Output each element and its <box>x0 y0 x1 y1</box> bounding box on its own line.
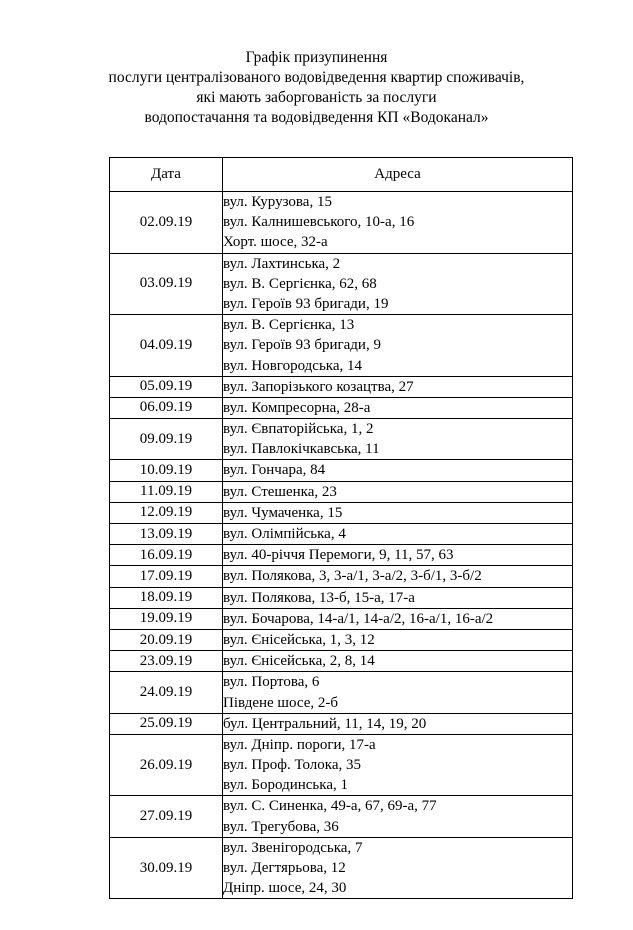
address-line: вул. Олімпійська, 4 <box>223 526 346 542</box>
address-line: вул. Калнишевського, 10-а, 16 <box>223 214 415 231</box>
table-row <box>110 796 573 837</box>
table-row <box>110 376 573 397</box>
address-cell <box>223 502 573 523</box>
title-line: послуги централізованого водовідведення квартир споживачів, <box>108 69 525 86</box>
address-line: вул. Героїв 93 бригади, 9 <box>223 337 381 354</box>
title-line: які мають заборгованість за послуги <box>196 89 437 106</box>
address-line: вул. Дегтярьова, 12 <box>223 860 346 876</box>
table-row <box>110 502 573 523</box>
table-row <box>110 315 573 377</box>
address-line: Південе шосе, 2-б <box>223 694 338 711</box>
address-line: вул. Портова, 6 <box>223 674 320 691</box>
table-row <box>110 419 573 460</box>
address-line: вул. 40-річчя Перемоги, 9, 11, 57, 63 <box>223 547 454 564</box>
table-row <box>110 545 573 566</box>
address-cell <box>223 460 573 481</box>
date-cell: 10.09.19 <box>110 460 223 481</box>
schedule-table <box>109 157 573 899</box>
table-row <box>110 587 573 608</box>
table-row <box>110 253 573 315</box>
date-cell: 05.09.19 <box>110 376 223 397</box>
address-line: вул. Лахтинська, 2 <box>223 255 341 272</box>
address-cell <box>223 376 573 397</box>
table-row <box>110 481 573 502</box>
date-column-header: Дата <box>110 158 223 192</box>
table-row <box>110 397 573 418</box>
address-column-header: Адреса <box>223 158 573 192</box>
document-title <box>0 48 633 128</box>
date-cell: 27.09.19 <box>110 796 223 837</box>
table-row <box>110 460 573 481</box>
address-cell <box>223 481 573 502</box>
address-cell <box>223 566 573 587</box>
table-row <box>110 651 573 672</box>
address-line: вул. Звенігородська, 7 <box>223 839 363 856</box>
address-line: вул. Гончара, 84 <box>223 462 326 479</box>
schedule-body <box>110 192 573 899</box>
address-cell <box>223 419 573 460</box>
address-line: вул. С. Синенка, 49-а, 67, 69-а, 77 <box>223 798 437 815</box>
table-row <box>110 629 573 650</box>
address-line: Дніпр. шосе, 24, 30 <box>223 880 347 897</box>
address-cell <box>223 397 573 418</box>
table-row <box>110 672 573 713</box>
table-row <box>110 837 573 899</box>
date-cell: 24.09.19 <box>110 672 223 713</box>
date-cell: 12.09.19 <box>110 502 223 523</box>
address-cell <box>223 651 573 672</box>
address-cell <box>223 837 573 899</box>
address-line: вул. Єнісейська, 1, 3, 12 <box>223 631 375 648</box>
date-cell: 25.09.19 <box>110 713 223 734</box>
address-line: вул. Стешенка, 23 <box>223 483 337 500</box>
date-cell: 06.09.19 <box>110 397 223 418</box>
address-line: вул. Бочарова, 14-а/1, 14-а/2, 16-а/1, 16-а/2 <box>223 610 494 627</box>
address-line: вул. В. Сергієнка, 62, 68 <box>223 275 377 292</box>
table-row <box>110 192 573 254</box>
address-line: вул. Курузова, 15 <box>223 194 332 210</box>
address-line: вул. Запорізького козацтва, 27 <box>223 378 414 395</box>
table-row <box>110 608 573 629</box>
address-line: вул. Павлокічкавська, 11 <box>223 441 380 458</box>
address-line: Хорт. шосе, 32-а <box>223 234 328 251</box>
address-line: вул. Чумаченка, 15 <box>223 504 343 521</box>
date-cell: 11.09.19 <box>110 481 223 502</box>
address-cell <box>223 253 573 315</box>
address-line: вул. Дніпр. пороги, 17-а <box>223 736 376 753</box>
date-cell: 23.09.19 <box>110 651 223 672</box>
address-cell <box>223 672 573 713</box>
address-line: бул. Центральний, 11, 14, 19, 20 <box>223 715 427 732</box>
address-line: вул. Новгородська, 14 <box>223 357 363 374</box>
date-cell: 19.09.19 <box>110 608 223 629</box>
date-cell: 13.09.19 <box>110 524 223 545</box>
date-cell: 20.09.19 <box>110 629 223 650</box>
address-cell <box>223 192 573 254</box>
title-line: водопостачання та водовідведення КП «Водоканал» <box>144 109 489 126</box>
address-cell <box>223 796 573 837</box>
address-cell <box>223 734 573 796</box>
address-line: вул. Проф. Толока, 35 <box>223 757 361 774</box>
address-cell <box>223 713 573 734</box>
date-cell: 26.09.19 <box>110 734 223 796</box>
date-cell: 03.09.19 <box>110 253 223 315</box>
table-row <box>110 734 573 796</box>
address-line: вул. Полякова, 3, 3-а/1, 3-а/2, 3-б/1, 3-б/2 <box>223 568 482 585</box>
date-cell: 09.09.19 <box>110 419 223 460</box>
address-cell <box>223 545 573 566</box>
date-cell: 17.09.19 <box>110 566 223 587</box>
address-cell <box>223 629 573 650</box>
address-line: вул. В. Сергієнка, 13 <box>223 317 355 334</box>
address-line: вул. Бородинська, 1 <box>223 777 348 794</box>
address-cell <box>223 524 573 545</box>
date-cell: 30.09.19 <box>110 837 223 899</box>
table-row <box>110 566 573 587</box>
address-cell <box>223 315 573 377</box>
title-line: Графік призупинення <box>245 49 388 66</box>
address-cell <box>223 587 573 608</box>
address-line: вул. Компресорна, 28-а <box>223 399 371 416</box>
table-row <box>110 524 573 545</box>
table-header-row <box>110 158 573 192</box>
date-cell: 18.09.19 <box>110 587 223 608</box>
date-cell: 04.09.19 <box>110 315 223 377</box>
address-line: вул. Євпаторійська, 1, 2 <box>223 421 374 438</box>
table-row <box>110 713 573 734</box>
address-line: вул. Героїв 93 бригади, 19 <box>223 295 389 312</box>
date-cell: 02.09.19 <box>110 192 223 254</box>
address-line: вул. Трегубова, 36 <box>223 818 339 835</box>
address-line: вул. Полякова, 13-б, 15-а, 17-а <box>223 589 415 606</box>
date-cell: 16.09.19 <box>110 545 223 566</box>
address-cell <box>223 608 573 629</box>
address-line: вул. Єнісейська, 2, 8, 14 <box>223 653 375 670</box>
